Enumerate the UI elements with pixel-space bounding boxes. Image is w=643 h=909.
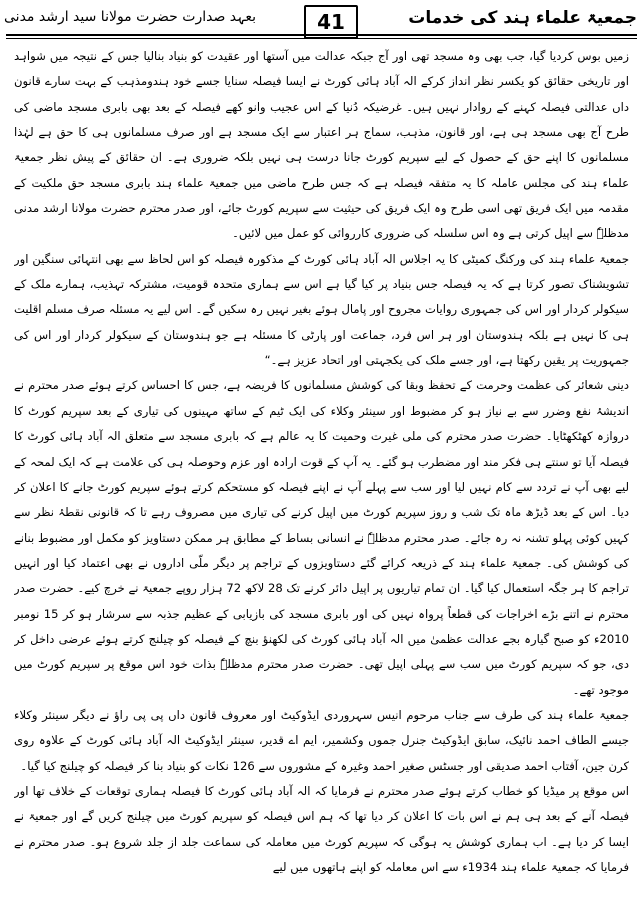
page-number: 41 <box>304 5 358 39</box>
running-subtitle: بعہد صدارت حضرت مولانا سید ارشد مدنی <box>4 9 256 25</box>
paragraph: اس موقع پر میڈیا کو خطاب کرتے ہوئے صدر محترم نے فرمایا کہ الہ آباد ہائی کورٹ کا فیصلہ ہماری توقعات کے خلاف تھا اور فیصلہ آنے کے بعد ہی ہم نے اس بات کا اعلان کر دیا تھا کہ ہم اس فیصلہ کو سپریم کورٹ میں چیلنج کریں گے اور جمعیۃ نے ایسا کر دیا ہے۔ اب ہماری کوشش یہ ہوگی کہ سپریم کورٹ میں معاملہ کی سماعت جلد از جلد شروع ہو۔ صدر محترم نے فرمایا کہ جمعیۃ علماء ہند 1934ء سے اس معاملہ کو اپنے ہاتھوں میں لیے <box>14 783 629 874</box>
paragraph: زمیں بوس کردیا گیا، جب بھی وہ مسجد تھی اور آج جبکہ عدالت میں آستھا اور عقیدت کو بنیاد بنالیا جس کے نتیجہ میں شواہد اور تاریخی حقائق کو یکسر نظر انداز کرکے الہ آباد ہائی کورٹ نے ایسا فیصلہ سنایا جسے خود ہندومذہب کے بہت سارے قانون داں عدالتی فیصلہ کہنے کے روادار نہیں ہیں۔ غرضیکہ دُنیا کے اس عجیب وانو کھے فیصلہ کے بعد بھی بابری مسجد ماضی کی طرح آج بھی مسجد ہی ہے، اور قانون، مذہب، سماج ہر اعتبار سے ایک مسجد ہے اور صرف مسلمانوں ہی کا حق ہے لہٰذا مسلمانوں کا اپنے حق کے حصول کے لیے سپریم کورٹ جانا درست ہی نہیں بلکہ ضروری ہے۔ ان حقائق کے پیش نظر جمعیۃ علماء ہند کی مجلس عاملہ کا یہ متفقہ فیصلہ ہے کہ جس طرح ماضی میں جمعیۃ علماء ہند بابری مسجد حق ملکیت کے مقدمہ میں ایک فریق تھی اسی طرح وہ ایک فریق کی حیثیت سے سپریم کورٹ جائے، اور صدر محترم حضرت مولانا ارشد مدنی مدظلہٗ سے اپیل کرتی ہے وہ اس سلسلہ کی ضروری کارروائی کو عمل میں لائیں۔ <box>14 49 629 241</box>
paragraph: جمعیۃ علماء ہند کی طرف سے جناب مرحوم انیس سہروردی ایڈوکیٹ اور معروف قانون داں پی پی راؤ نے دیگر سینئر وکلاء جیسے الطاف احمد نائیک، سابق ایڈوکیٹ جنرل جموں وکشمیر، ایم اے قدیر، سینئر ایڈوکیٹ الہ آباد ہائی کورٹ کے علاوہ روی کرن جین، آفتاب احمد صدیقی اور جسٹس صغیر احمد وغیرہ کے مشوروں سے 126 نکات کو بنیاد بنا کر فیصلہ کو چیلنج کیا گیا۔ <box>14 707 629 773</box>
running-title: جمعیۃ علماء ہند کی خدمات <box>408 8 637 28</box>
paragraph: دینی شعائر کی عظمت وحرمت کے تحفظ وبقا کی کوشش مسلمانوں کا فریضہ ہے، جس کا احساس کرتے ہوئے صدر محترم نے اندیشۂ نفع وضرر سے بے نیاز ہو کر مضبوط اور سینئر وکلاء کی ایک ٹیم کے ساتھ مہینوں کی تیاری کے بعد سپریم کورٹ کا دروازہ کھٹکھٹایا۔ حضرت صدر محترم کی ملی غیرت وحمیت کا یہ عالم ہے کہ بابری مسجد سے متعلق الہ آباد ہائی کورٹ کا فیصلہ آیا تو سنتے ہی فکر مند اور مضطرب ہو گئے۔ یہ آپ کے قوت ارادہ اور عزم وحوصلہ ہی کی علامت ہے کہ ایک لمحہ کے لیے بھی آپ نے تردد سے کام نہیں لیا اور سب سے پہلے آپ نے اپنے فیصلہ کو مستحکم کرتے ہوئے سپریم کورٹ جانے کا اعلان کر دیا۔ اس کے بعد ڈیڑھ ماہ تک شب و روز سپریم کورٹ میں اپیل کرنے کی تیاری میں مصروف رہے تا کہ قانونی نقطۂ نظر سے کہیں کوئی پہلو تشنہ نہ رہ جائے۔ صدر محترم مدظلہٗ نے انسانی بساط کے مطابق ہر ممکن دستاویز کو مکمل اور مضبوط بنانے کی کوشش کی۔ جمعیۃ علماء ہند کے ذریعہ کرائے گئے دستاویزوں کے تراجم پر دیگر ملّی اداروں نے بھی اعتماد کیا اور انہیں تراجم کا ہر جگہ استعمال کیا گیا۔ ان تمام تیاریوں پر اپیل دائر کرنے تک 28 لاکھ 72 ہزار روپے جمعیۃ نے خرچ کیے۔ حضرت صدر محترم نے اتنے بڑے اخراجات کی قطعاً پرواہ نہیں کی اور بابری مسجد کی بازیابی کے عظیم جذبہ سے سرشار ہو کر 15 نومبر 2010ء کو صبح گیارہ بجے عدالت عظمیٰ میں الہ آباد ہائی کورٹ کی لکھنؤ بنچ کے فیصلہ کو چیلنج کرتے ہوئے عرضی داخل کر دی، جو کہ سپریم کورٹ میں سب سے پہلی اپیل تھی۔ حضرت صدر محترم مدظلہٗ بذات خود اس موقع پر سپریم کورٹ میں موجود تھے۔ <box>14 378 629 697</box>
body-text <box>14 44 629 902</box>
header-rule <box>6 34 637 36</box>
header-rule-thin <box>6 38 637 39</box>
paragraph: جمعیۃ علماء ہند کی ورکنگ کمیٹی کا یہ اجلاس الہ آباد ہائی کورٹ کے مذکورہ فیصلہ کو اس لحاظ سے بھی انتہائی سنگین اور تشویشناک تصور کرتا ہے کہ یہ فیصلہ جس بنیاد پر کیا گیا ہے اس سے ہماری متحدہ قومیت، مشترکہ تہذیب، ہمارے ملک کے سیکولر کردار اور اس کی جمہوری روایات مجروح اور پامال ہوئے بغیر نہیں رہ سکیں گے۔ اس لیے یہ مسئلہ صرف مسلم اقلیت ہی کا نہیں ہے بلکہ ہندوستان اور ہر اس فرد، جماعت اور پارٹی کا مسئلہ ہے جو ہندوستان کے سیکولر کردار اور اس کی جمہوریت پر یقین رکھتا ہے، اور جسے ملک کی یکجہتی اور اتحاد عزیز ہے۔“ <box>14 251 629 368</box>
